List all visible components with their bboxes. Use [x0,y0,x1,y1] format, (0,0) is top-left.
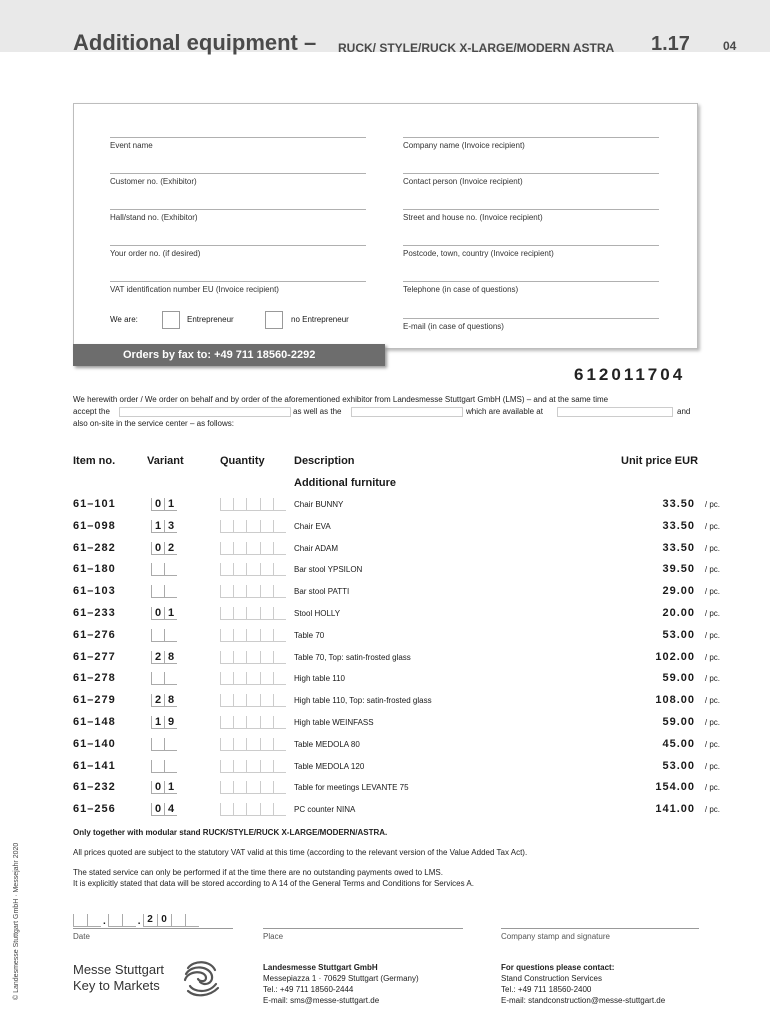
item-number: 61–279 [73,694,116,707]
quantity-input[interactable] [220,760,286,772]
postcode-field[interactable] [403,245,659,258]
intro-line-2 [73,406,698,418]
quantity-cell[interactable] [260,607,273,620]
item-description: High table 110, Top: satin-frosted glass [294,696,432,706]
no-entrepreneur-checkbox[interactable] [265,311,283,329]
table-row [73,803,723,825]
date-cell[interactable] [73,914,87,927]
quantity-cell[interactable] [260,672,273,685]
questions-dept: Stand Construction Services [501,974,602,983]
quantity-cell[interactable] [260,629,273,642]
unit-label: / pc. [704,587,720,597]
variant-cells[interactable] [151,607,199,619]
quantity-cell[interactable] [233,760,246,773]
fax-bar [73,344,385,366]
date-cell[interactable] [87,914,101,927]
unit-label: / pc. [704,696,720,706]
quantity-cell[interactable] [260,716,273,729]
quantity-cell[interactable] [233,781,246,794]
quantity-cell[interactable] [220,563,233,576]
table-row [73,716,723,738]
item-number: 61–278 [73,672,116,685]
item-number: 61–098 [73,519,116,532]
table-row [73,563,723,585]
quantity-cell[interactable] [246,694,259,707]
quantity-input[interactable] [220,694,286,706]
variant-digit: 0 [151,781,164,794]
unit-price: 141.00 [655,803,695,816]
intro-as-well-as: as well as the [293,407,342,416]
item-number: 61–180 [73,563,116,576]
section-title: Additional furniture [294,477,397,489]
variant-digit [164,585,177,598]
variant-digit: 1 [164,607,177,620]
quantity-cell[interactable] [246,651,259,664]
variant-digit: 1 [151,520,164,533]
table-row [73,651,723,673]
variant-cells[interactable] [151,563,199,575]
variant-digit: 0 [151,803,164,816]
quantity-cell[interactable] [220,716,233,729]
quantity-cell[interactable] [273,738,286,751]
event-name-label: Event name [110,141,153,150]
quantity-input[interactable] [220,520,286,532]
email-field[interactable] [403,318,659,331]
quantity-cell[interactable] [273,542,286,555]
quantity-cell[interactable] [246,498,259,511]
street-label: Street and house no. (Invoice recipient) [403,213,543,222]
quantity-cell[interactable] [233,672,246,685]
item-description: Table 70, Top: satin-frosted glass [294,652,411,662]
item-number: 61–148 [73,716,116,728]
entrepreneur-checkbox[interactable] [162,311,180,329]
date-cell[interactable] [185,914,199,927]
quantity-cell[interactable] [246,542,259,555]
quantity-cell[interactable] [246,520,259,533]
terms-blank-1 [119,407,291,417]
variant-digit: 9 [164,716,177,729]
quantity-cell[interactable] [273,563,286,576]
form-number: 1.17 [651,33,690,55]
variant-digit: 2 [151,694,164,707]
terms-blank-2 [351,407,463,417]
item-description: PC counter NINA [294,805,356,815]
variant-digit [151,563,164,576]
variant-cells[interactable] [151,585,199,597]
variant-digit [151,760,164,773]
table-row [73,694,723,716]
order-no-label: Your order no. (if desired) [110,249,201,258]
place-line[interactable] [263,928,463,941]
vat-note: All prices quoted are subject to the statutory VAT valid at this time (according to the relevant version of the Value Added Tax Act). [73,848,528,857]
variant-digit [164,563,177,576]
hall-stand-label: Hall/stand no. (Exhibitor) [110,213,198,222]
date-input[interactable] [73,914,199,927]
table-row [73,672,723,694]
service-note: The stated service can only be performed if at the time there are no outstanding payments owed to LMS. [73,868,443,877]
quantity-cell[interactable] [273,803,286,816]
item-number: 61–277 [73,650,116,663]
intro-accept: accept the [73,407,110,416]
stamp-label: Company stamp and signature [501,932,610,941]
quantity-cell[interactable] [260,498,273,511]
unit-price: 53.00 [662,628,695,641]
variant-digit [164,738,177,751]
quantity-cell[interactable] [220,781,233,794]
variant-cells[interactable] [151,760,199,772]
lms-tel: Tel.: +49 711 18560-2444 [263,985,354,994]
quantity-cell[interactable] [273,694,286,707]
unit-price: 33.50 [662,541,695,554]
item-description: High table WEINFASS [294,718,374,727]
quantity-cell[interactable] [233,563,246,576]
date-separator: . [103,916,106,927]
quantity-input[interactable] [220,672,286,684]
data-note: It is explicitly stated that data will be stored according to A 14 of the General Terms and Conditions for Services A. [73,879,474,888]
quantity-cell[interactable] [273,520,286,533]
variant-cells[interactable] [151,803,199,815]
variant-cells[interactable] [151,629,199,641]
questions-heading: For questions please contact: [501,963,615,972]
page-subtitle: RUCK/ STYLE/RUCK X-LARGE/MODERN ASTRA [338,41,615,55]
variant-cells[interactable] [151,542,199,554]
date-cell[interactable] [108,914,122,927]
customer-no-label: Customer no. (Exhibitor) [110,177,197,186]
quantity-cell[interactable] [233,651,246,664]
variant-digit: 8 [164,651,177,664]
item-description: High table 110 [294,674,345,684]
unit-price: 45.00 [662,737,695,750]
date-label: Date [73,932,90,941]
terms-blank-3 [557,407,673,417]
brand-line-2: Key to Markets [73,978,160,993]
unit-price: 33.50 [662,498,695,510]
quantity-cell[interactable] [220,760,233,773]
quantity-cell[interactable] [220,738,233,751]
lms-street: Messepiazza 1 · 70629 Stuttgart (Germany) [263,974,419,983]
quantity-cell[interactable] [246,585,259,598]
quantity-input[interactable] [220,498,286,510]
place-label: Place [263,932,284,941]
table-row [73,542,723,564]
intro-available-at: which are available at [466,407,543,416]
fax-number: Orders by fax to: +49 711 18560-2292 [123,349,316,361]
quantity-cell[interactable] [260,651,273,664]
form-code-number: 612011704 [574,365,686,384]
quantity-cell[interactable] [220,542,233,555]
unit-label: / pc. [704,543,720,553]
quantity-input[interactable] [220,716,286,728]
quantity-cell[interactable] [220,520,233,533]
postcode-label: Postcode, town, country (Invoice recipient) [403,249,554,258]
table-row [73,760,723,782]
entrepreneur-label: Entrepreneur [187,315,234,324]
company-name-field[interactable] [403,137,659,150]
quantity-cell[interactable] [220,651,233,664]
unit-price: 108.00 [655,694,695,707]
year-digit-1[interactable]: 2 [143,914,157,927]
item-number: 61–233 [73,607,116,619]
quantity-cell[interactable] [273,607,286,620]
date-cell[interactable] [171,914,185,927]
order-intro [73,394,698,430]
date-cell[interactable] [122,914,136,927]
header-variant: Variant [147,455,184,467]
quantity-cell[interactable] [233,738,246,751]
unit-price: 154.00 [655,781,695,794]
year-digit-2[interactable]: 0 [157,914,171,927]
variant-digit: 2 [151,651,164,664]
quantity-input[interactable] [220,651,286,663]
unit-label: / pc. [704,783,720,793]
quantity-cell[interactable] [260,694,273,707]
unit-price: 39.50 [662,563,695,576]
quantity-cell[interactable] [273,716,286,729]
vat-id-label: VAT identification number EU (Invoice recipient) [110,285,279,294]
item-number: 61–103 [73,585,116,598]
item-number: 61–101 [73,498,116,510]
header-description: Description [294,455,355,467]
variant-digit [151,738,164,751]
quantity-cell[interactable] [233,585,246,598]
quantity-cell[interactable] [246,803,259,816]
unit-price: 59.00 [662,672,695,685]
unit-price: 20.00 [662,607,695,619]
vat-id-field[interactable] [110,281,366,294]
item-number: 61–140 [73,737,116,750]
variant-cells[interactable] [151,520,199,532]
table-row [73,607,723,629]
quantity-input[interactable] [220,563,286,575]
unit-label: / pc. [704,652,720,662]
variant-digit [164,760,177,773]
unit-label: / pc. [704,565,720,575]
variant-digit: 1 [151,716,164,729]
unit-label: / pc. [704,718,720,727]
quantity-cell[interactable] [220,672,233,685]
quantity-cell[interactable] [220,694,233,707]
quantity-cell[interactable] [273,651,286,664]
unit-label: / pc. [704,500,720,509]
variant-cells[interactable] [151,716,199,728]
item-description: Table MEDOLA 80 [294,739,360,749]
unit-label: / pc. [704,761,720,771]
intro-and: and [677,407,691,416]
unit-price: 29.00 [662,585,695,598]
table-row [73,629,723,651]
variant-digit: 0 [151,607,164,620]
quantity-cell[interactable] [233,607,246,620]
quantity-input[interactable] [220,607,286,619]
stamp-line[interactable] [501,928,699,941]
quantity-input[interactable] [220,738,286,750]
quantity-cell[interactable] [260,803,273,816]
unit-label: / pc. [704,630,720,640]
header-item-no: Item no. [73,455,116,467]
quantity-cell[interactable] [246,672,259,685]
variant-digit [164,672,177,685]
quantity-input[interactable] [220,629,286,641]
variant-cells[interactable] [151,694,199,706]
variant-digit [164,629,177,642]
variant-digit: 1 [164,781,177,794]
variant-digit: 0 [151,498,164,511]
quantity-cell[interactable] [246,629,259,642]
quantity-cell[interactable] [220,607,233,620]
unit-label: / pc. [704,674,720,684]
quantity-input[interactable] [220,803,286,815]
variant-digit: 8 [164,694,177,707]
item-description: Table MEDOLA 120 [294,761,365,771]
quantity-cell[interactable] [260,585,273,598]
street-field[interactable] [403,209,659,222]
date-separator: . [137,916,141,927]
variant-cells[interactable] [151,738,199,750]
item-number: 61–256 [73,803,116,816]
quantity-input[interactable] [220,585,286,597]
lms-address [263,962,419,1006]
variant-cells[interactable] [151,781,199,793]
quantity-cell[interactable] [220,629,233,642]
quantity-cell[interactable] [233,716,246,729]
telephone-field[interactable] [403,281,659,294]
company-name-label: Company name (Invoice recipient) [403,141,525,150]
questions-tel: Tel.: +49 711 18560-2400 [501,985,592,994]
variant-digit: 3 [164,520,177,533]
contact-person-label: Contact person (Invoice recipient) [403,177,523,186]
unit-price: 33.50 [662,519,695,532]
item-number: 61–282 [73,541,116,554]
item-number: 61–141 [73,759,116,772]
table-row [73,781,723,803]
quantity-cell[interactable] [260,520,273,533]
quantity-cell[interactable] [233,542,246,555]
hall-stand-field[interactable] [110,209,366,222]
table-row [73,738,723,760]
quantity-cell[interactable] [233,694,246,707]
header-unit-price: Unit price EUR [621,455,699,467]
no-entrepreneur-label: no Entrepreneur [291,315,349,324]
unit-price: 59.00 [662,716,695,728]
lms-name: Landesmesse Stuttgart GmbH [263,963,378,972]
item-description: Stool HOLLY [294,609,341,618]
item-description: Table for meetings LEVANTE 75 [294,783,409,793]
email-label: E-mail (in case of questions) [403,322,504,331]
quantity-cell[interactable] [273,781,286,794]
form-page-number: 04 [723,39,737,53]
unit-label: / pc. [704,739,720,749]
unit-label: / pc. [704,609,720,618]
variant-digit: 0 [151,542,164,555]
variant-digit: 2 [164,542,177,555]
variant-digit [151,629,164,642]
unit-label: / pc. [704,521,720,531]
quantity-cell[interactable] [246,716,259,729]
quantity-cell[interactable] [246,760,259,773]
quantity-cell[interactable] [246,781,259,794]
quantity-cell[interactable] [233,803,246,816]
intro-line-1: We herewith order / We order on behalf and by order of the aforementioned exhibitor from Landesmesse Stuttgart GmbH (LMS) – and at the same time [73,395,609,404]
quantity-input[interactable] [220,781,286,793]
intro-line-3: also on-site in the service center – as follows: [73,419,234,428]
variant-cells[interactable] [151,498,199,510]
unit-label: / pc. [704,805,720,815]
customer-no-field[interactable] [110,173,366,186]
variant-digit [151,585,164,598]
quantity-cell[interactable] [260,738,273,751]
item-number: 61–276 [73,628,116,641]
quantity-input[interactable] [220,542,286,554]
variant-digit: 4 [164,803,177,816]
only-together-note: Only together with modular stand RUCK/STYLE/RUCK X-LARGE/MODERN/ASTRA. [73,828,388,837]
event-name-field[interactable] [110,137,366,150]
item-description: Chair ADAM [294,543,339,553]
variant-digit: 1 [164,498,177,511]
unit-price: 53.00 [662,759,695,772]
quantity-cell[interactable] [233,629,246,642]
item-description: Bar stool PATTI [294,587,350,597]
quantity-cell[interactable] [246,607,259,620]
quantity-cell[interactable] [273,629,286,642]
quantity-cell[interactable] [220,585,233,598]
variant-cells[interactable] [151,651,199,663]
quantity-cell[interactable] [246,563,259,576]
quantity-cell[interactable] [233,520,246,533]
messe-logo-icon [180,956,222,998]
brand-line-1: Messe Stuttgart [73,962,165,977]
order-no-field[interactable] [110,245,366,258]
header-quantity: Quantity [220,455,265,467]
item-number: 61–232 [73,781,116,794]
variant-cells[interactable] [151,672,199,684]
quantity-cell[interactable] [260,781,273,794]
quantity-cell[interactable] [273,585,286,598]
quantity-cell[interactable] [273,672,286,685]
item-description: Table 70 [294,630,325,640]
table-row [73,520,723,542]
we-are-label: We are: [110,315,138,324]
page-title: Additional equipment – [73,30,317,55]
table-row [73,498,723,520]
quantity-cell[interactable] [260,542,273,555]
table-row [73,585,723,607]
copyright-side-text: © Landesmesse Stuttgart GmbH · Messejahr 2020 [13,842,20,1000]
item-description: Chair BUNNY [294,500,344,509]
telephone-label: Telephone (in case of questions) [403,285,519,294]
item-description: Chair EVA [294,521,331,531]
questions-email: E-mail: standconstruction@messe-stuttgart.de [501,996,666,1005]
quantity-cell[interactable] [273,498,286,511]
date-line [73,928,233,941]
quantity-cell[interactable] [220,803,233,816]
quantity-cell[interactable] [273,760,286,773]
quantity-cell[interactable] [246,738,259,751]
contact-person-field[interactable] [403,173,659,186]
unit-price: 102.00 [655,650,695,663]
quantity-cell[interactable] [260,563,273,576]
quantity-cell[interactable] [220,498,233,511]
lms-email: E-mail: sms@messe-stuttgart.de [263,996,380,1005]
quantity-cell[interactable] [260,760,273,773]
item-description: Bar stool YPSILON [294,565,363,575]
questions-contact [501,962,665,1006]
brand-name [73,962,164,994]
variant-digit [151,672,164,685]
quantity-cell[interactable] [233,498,246,511]
